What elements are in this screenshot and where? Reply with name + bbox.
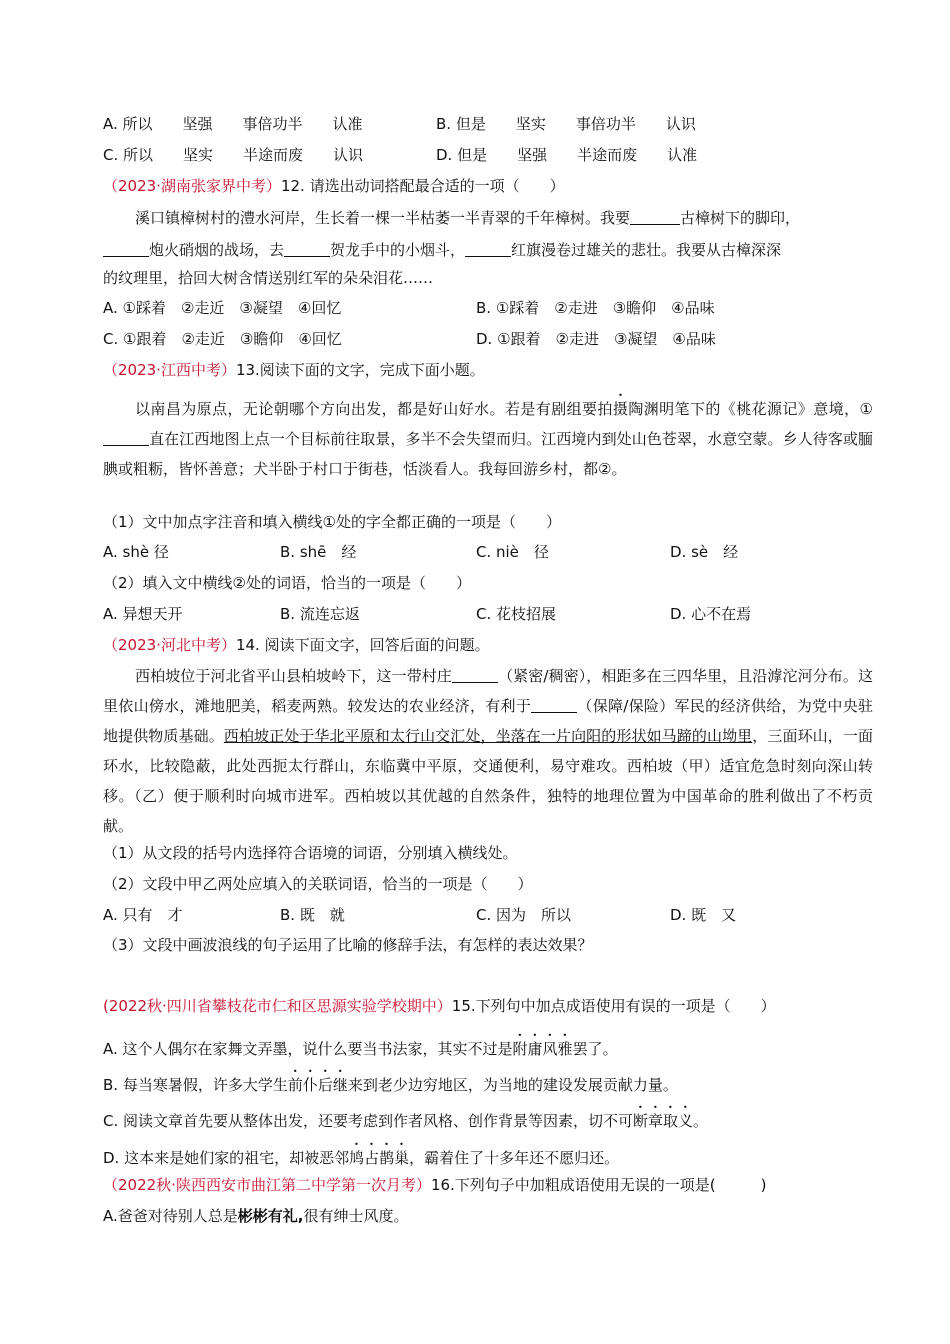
option-text: ，霸着住了十多年还不愿归还。 <box>409 1149 620 1167</box>
option-text: B. 每当寒暑假，许多大学生 <box>103 1076 288 1094</box>
option-text: 。 <box>693 1112 709 1130</box>
passage-text: 溪口镇樟树村的澧水河岸，生长着一棵一半枯萎一半青翠的千年樟树。我要 <box>135 209 631 227</box>
question-16-heading <box>103 1175 767 1195</box>
dotted-idiom: 附庸风雅 <box>512 1040 573 1058</box>
question-14-heading <box>103 635 490 655</box>
passage-text: 炮火硝烟的战场，去 <box>149 241 285 259</box>
question-stem: 12. 请选出动词搭配最合适的一项（ ） <box>280 177 565 195</box>
option-c: C. 所以 坚实 半途而废 认识 <box>103 146 364 164</box>
dotted-idiom: 鸠占鹊巢 <box>349 1149 410 1167</box>
question-12-heading <box>103 176 565 196</box>
fill-blank <box>452 666 498 683</box>
sub-question: （2）文段中甲乙两处应填入的关联词语，恰当的一项是（ ） <box>103 875 533 893</box>
option-c: C. niè 径 <box>476 543 549 561</box>
option-a <box>103 1031 618 1059</box>
option-text: D. 这本来是她们家的祖宅，却被恶邻 <box>103 1149 350 1167</box>
source-tag: （2023·江西中考） <box>103 361 236 379</box>
option-c <box>103 1103 708 1131</box>
passage-line: 的纹理里，拾回大树含情送别红军的朵朵泪花…… <box>103 269 434 287</box>
sub-question: （1）从文段的括号内选择符合语境的词语，分别填入横线处。 <box>103 844 518 862</box>
question-stem: 14. 阅读下面文字，回答后面的问题。 <box>235 636 490 654</box>
option-text: 很有绅士风度。 <box>303 1207 409 1225</box>
option-text: A.爸爸对待别人总是 <box>103 1207 238 1225</box>
option-b: B. shē 经 <box>280 543 357 561</box>
question-15-heading <box>103 996 776 1016</box>
question-stem: 13.阅读下面的文字，完成下面小题。 <box>235 361 485 379</box>
passage-text: 陶渊明笔下的《桃花源记》意境，① <box>628 400 873 418</box>
option-b: B. 但是 坚实 事倍功半 认识 <box>436 115 696 133</box>
passage <box>103 391 873 484</box>
source-tag: (2022秋·四川省攀枝花市仁和区思源实验学校期中） <box>103 997 452 1015</box>
option-b: B. 既 就 <box>280 906 345 924</box>
source-tag: （2023·河北中考） <box>103 636 236 654</box>
option-c: C. ①跟着 ②走近 ③瞻仰 ④回忆 <box>103 330 342 348</box>
source-tag: （2023·湖南张家界中考） <box>103 177 281 195</box>
option-b: B. ①踩着 ②走进 ③瞻仰 ④品味 <box>476 299 715 317</box>
option-d: D. sè 经 <box>670 543 739 561</box>
option-a: A. shè 径 <box>103 543 169 561</box>
sub-question: （3）文段中画波浪线的句子运用了比喻的修辞手法，有怎样的表达效果？ <box>103 936 593 954</box>
option-text: A. 这个人偶尔在家舞文弄墨，说什么要当书法家，其实不过是 <box>103 1040 513 1058</box>
fill-blank <box>465 240 511 257</box>
option-b: B. 流连忘返 <box>280 605 360 623</box>
passage-text: 红旗漫卷过雄关的悲壮。我要从古樟深深 <box>511 241 782 259</box>
fill-blank <box>103 240 149 257</box>
source-tag: （2022秋·陕西西安市曲江第二中学第一次月考） <box>103 1176 431 1194</box>
question-13-heading <box>103 360 485 380</box>
passage <box>103 661 873 841</box>
dotted-idiom: 前仆后继 <box>287 1076 348 1094</box>
fill-blank <box>284 240 330 257</box>
option-a: A. ①踩着 ②走近 ③凝望 ④回忆 <box>103 299 342 317</box>
sub-question: （1）文中加点字注音和填入横线①处的字全都正确的一项是（ ） <box>103 513 561 531</box>
option-c: C. 花枝招展 <box>476 605 557 623</box>
wavy-underlined-sentence: 西柏坡正处于华北平原和太行山交汇处，坐落在一片向阳的形状如马蹄的山坳里 <box>223 727 753 745</box>
option-d <box>103 1140 619 1168</box>
passage-line <box>135 208 800 228</box>
dotted-char: 摄 <box>612 400 629 418</box>
passage-text: 西柏坡位于河北省平山县柏坡岭下，这一带村庄 <box>135 667 452 685</box>
fill-blank <box>103 429 149 446</box>
passage-text: ，三面环山，一面环水，比较隐蔽，此处西扼太行群山，东临冀中平原，交通便利，易守难攻。西柏坡（甲）适宜危急时刻向深山转移。（乙）便于顺利时向城市进军。西柏坡以其优越的自然条件，独特的地理位置为中国革命的胜利做出了不朽贡献。 <box>103 727 873 835</box>
passage-text: 直在江西地图上点一个目标前往取景，多半不会失望而归。江西境内到处山色苍翠，水意空蒙。乡人待客或腼腆或粗粝，皆怀善意；犬半卧于村口于街巷，恬淡看人。我每回游乡村，都② <box>103 430 873 478</box>
option-text: 罢了。 <box>572 1040 618 1058</box>
option-d: D. 但是 坚强 半途而废 认准 <box>436 146 698 164</box>
dotted-idiom: 断章取义 <box>633 1112 694 1130</box>
option-a: A. 异想天开 <box>103 605 183 623</box>
option-c: C. 因为 所以 <box>476 906 572 924</box>
passage-text: 古樟树下的脚印， <box>680 209 801 227</box>
option-b <box>103 1067 678 1095</box>
option-d: D. 心不在焉 <box>670 605 752 623</box>
option-a: A. 只有 才 <box>103 906 183 924</box>
passage-text: 。 <box>611 460 627 478</box>
passage-text: 以南昌为原点，无论朝哪个方向出发，都是好山好水。若是有剧组要拍 <box>135 400 613 418</box>
passage-text: 贺龙手中的小烟斗， <box>330 241 466 259</box>
sub-question: （2）填入文中横线②处的词语，恰当的一项是（ ） <box>103 574 471 592</box>
option-d: D. ①跟着 ②走进 ③凝望 ④品味 <box>476 330 716 348</box>
passage-text: （紧密/稠密），相距多在三四华里，且沿滹沱河分布。这里依山傍水，滩地肥美，稻麦两熟。较发达的农业经济，有利于 <box>103 667 873 715</box>
option-text: 来到老少边穷地区，为当地的建设发展贡献力量。 <box>347 1076 678 1094</box>
passage-line <box>103 240 781 260</box>
question-stem: 16.下列句子中加粗成语使用无误的一项是( ) <box>430 1176 767 1194</box>
fill-blank <box>531 696 577 713</box>
option-a <box>103 1206 409 1226</box>
passage-text: （保障/保险）军民的经济供给，为党中央驻地提供物质基础。 <box>103 697 873 745</box>
bold-idiom: 彬彬有礼, <box>237 1207 304 1225</box>
fill-blank <box>630 208 680 225</box>
option-text: C. 阅读文章首先要从整体出发，还要考虑到作者风格、创作背景等因素，切不可 <box>103 1112 634 1130</box>
option-a: A. 所以 坚强 事倍功半 认准 <box>103 115 363 133</box>
question-stem: 15.下列句中加点成语使用有误的一项是（ ） <box>451 997 776 1015</box>
option-d: D. 既 又 <box>670 906 737 924</box>
